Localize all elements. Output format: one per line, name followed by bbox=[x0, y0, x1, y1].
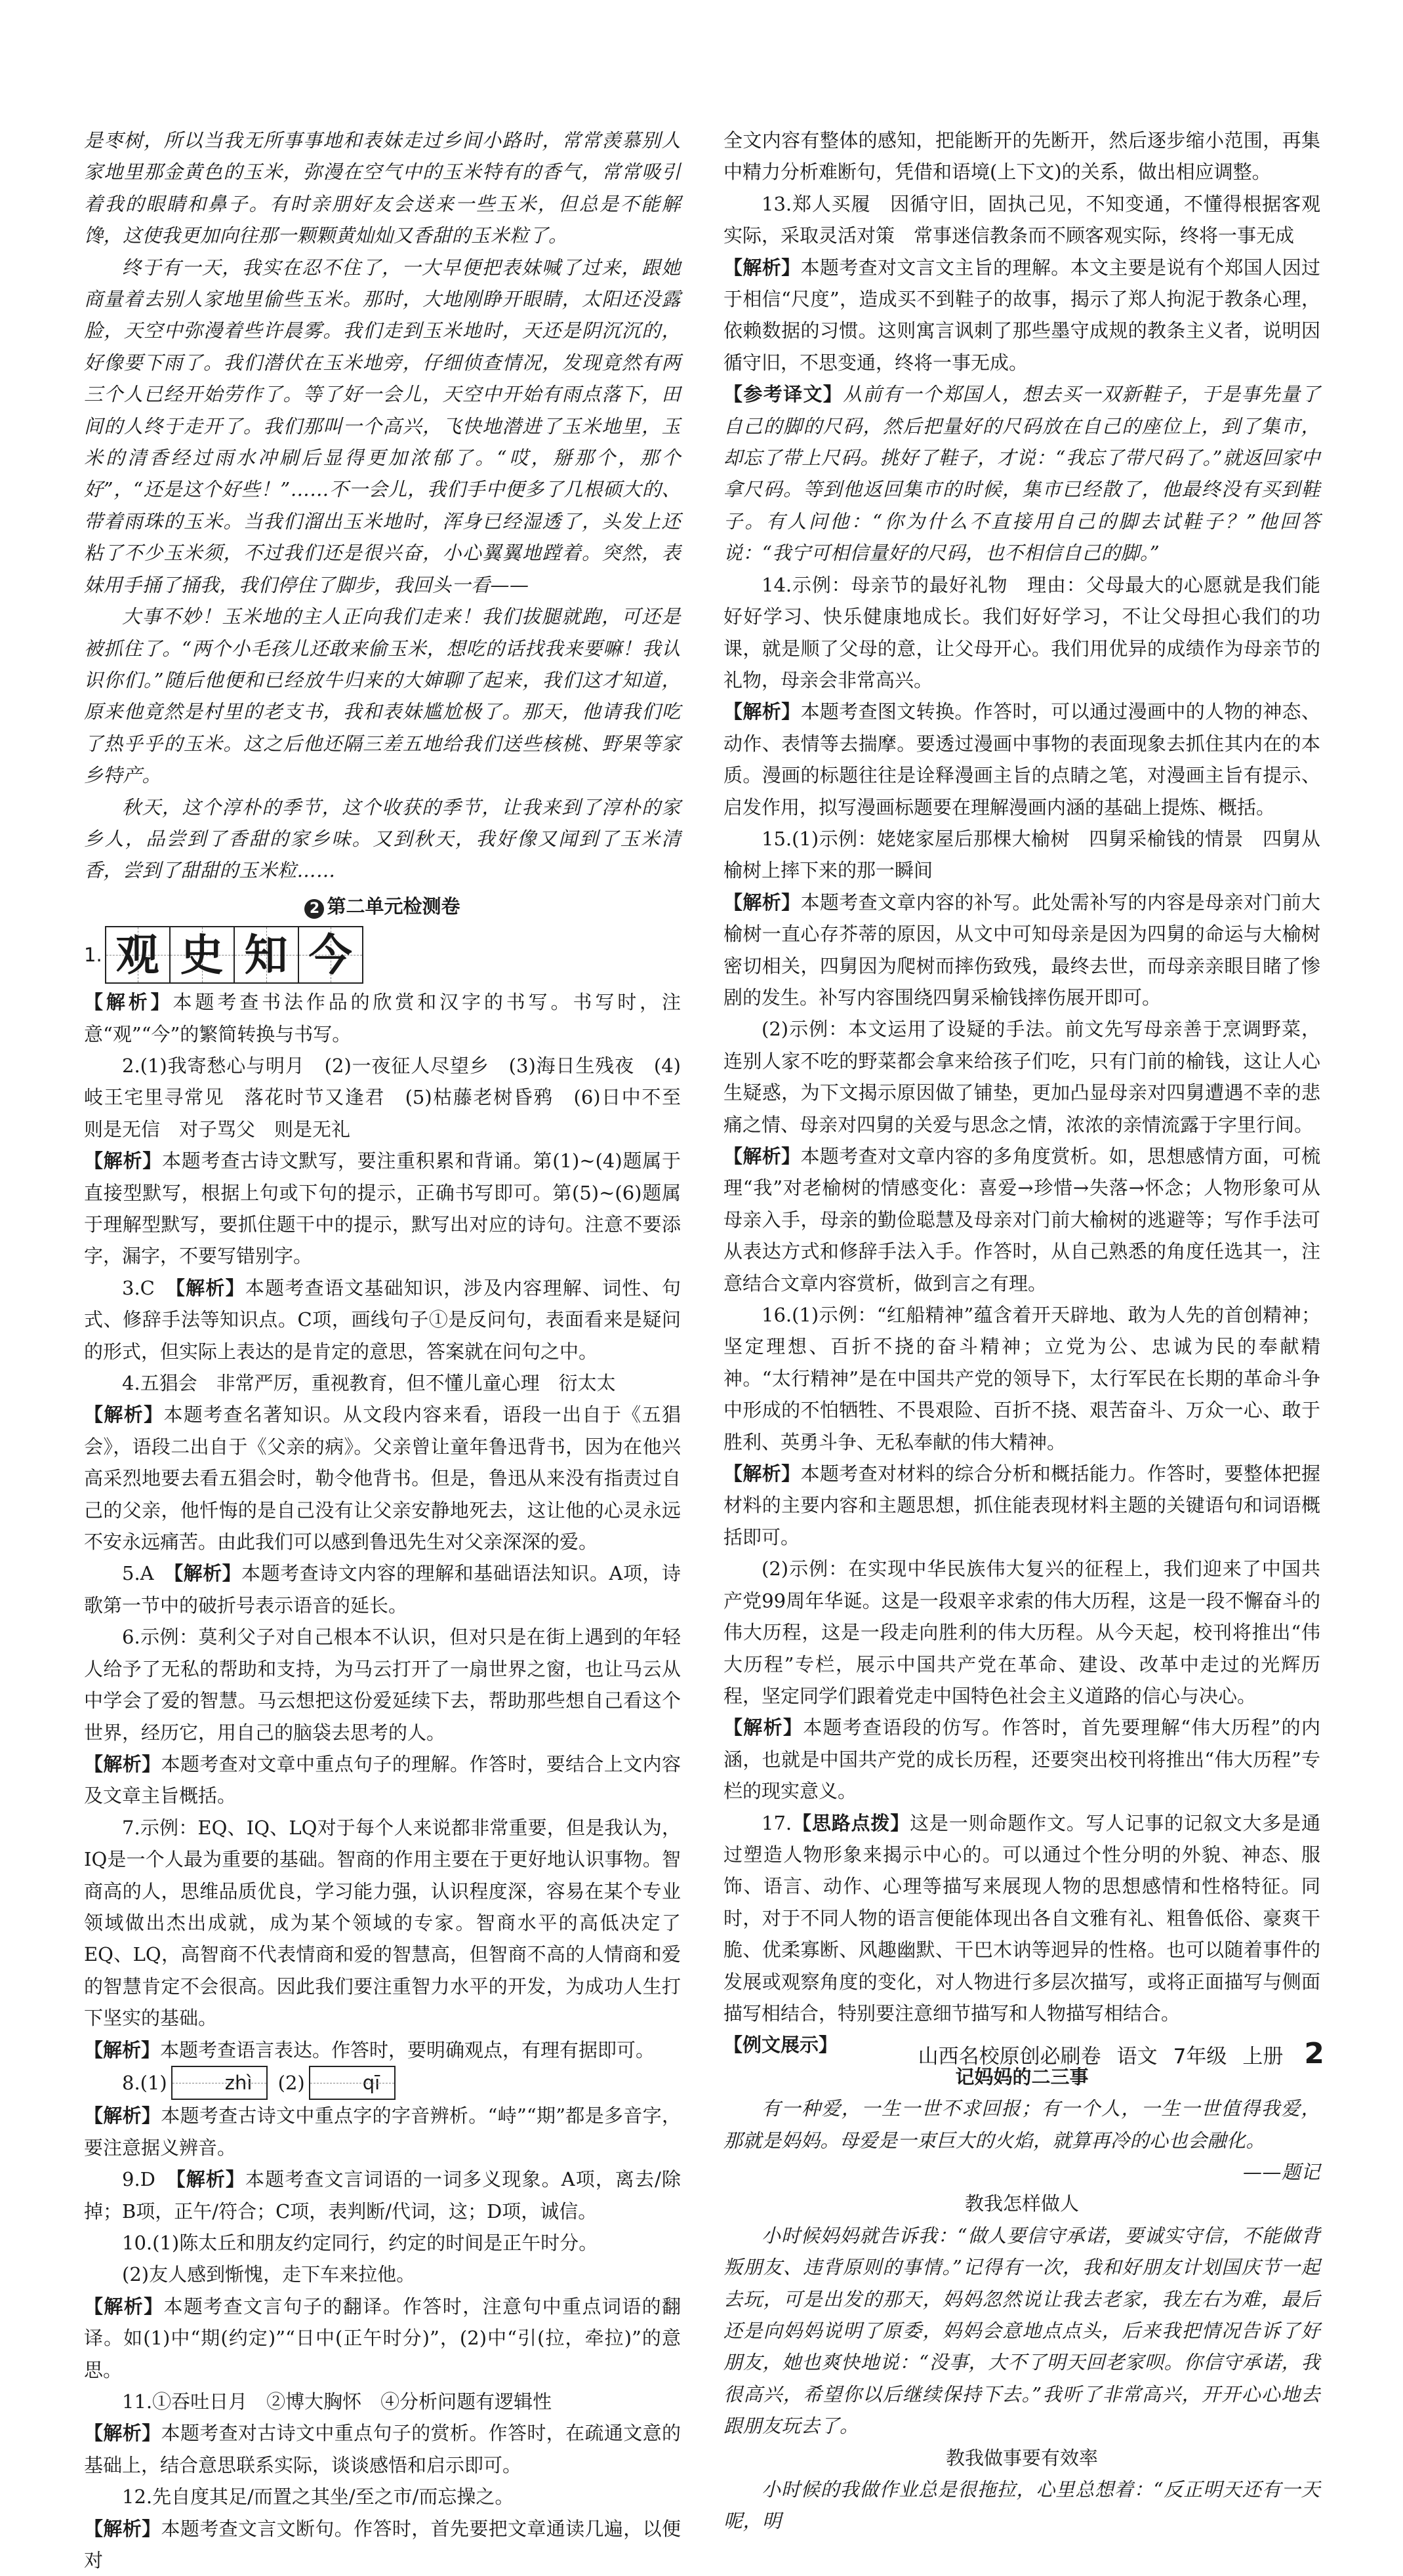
analysis-tag: 【解析】 bbox=[723, 1716, 803, 1739]
essay-subtitle: 教我做事要有效率 bbox=[945, 2446, 1098, 2469]
analysis-tag: 【解析】 bbox=[84, 1150, 163, 1173]
answer-analysis: 【解析】本题考查文言句子的翻译。作答时，注意句中重点词语的翻译。如(1)中“期(约定)”“日中(正午时分)”，(2)中“引(拉，牵拉)”的意思。 bbox=[84, 2295, 681, 2381]
page-number: 2 bbox=[1304, 2037, 1324, 2070]
essay-title: 记妈妈的二三事 bbox=[955, 2065, 1089, 2088]
question-number: 1. bbox=[84, 943, 102, 966]
answer-analysis: 【解析】本题考查对文言文主旨的理解。本文主要是说有个郑国人因过于相信“尺度”，造成买不到鞋子的故事，揭示了郑人拘泥于教条心理，依赖数据的习惯。这则寓言讽刺了那些墨守成规的教条主义者，说明因循守旧，不思变通，终将一事无成。 bbox=[723, 256, 1320, 374]
answer-text: 6.示例：莫利父子对自己根本不认识，但对只是在街上遇到的年轻人给予了无私的帮助和支持，为马云打开了一扇世界之窗，也让马云从中学会了爱的智慧。马云想把这份爱延续下去，帮助那些想自己看这个世界，经历它，用自己的脑袋去思考的人。 bbox=[84, 1626, 681, 1744]
answer-analysis: 【解析】本题考查对文章内容的多角度赏析。如，思想感情方面，可梳理“我”对老榆树的情感变化：喜爱→珍惜→失落→怀念；人物形象可从母亲入手，母亲的勤俭聪慧及母亲对门前大榆树的逃避等；写作手法可从表达方式和修辞手法入手。作答时，从自己熟悉的角度任选其一，注意结合文章内容赏析，做到言之有理。 bbox=[723, 1145, 1320, 1295]
answer-analysis: 【解析】本题考查文章内容的补写。此处需补写的内容是母亲对门前大榆树一直心存芥蒂的原因，从文中可知母亲是因为四舅的命运与大榆树密切相关，四舅因为爬树而摔伤致残，最终去世，而母亲亲眼目睹了惨剧的发生。补写内容围绕四舅采榆钱摔伤展开即可。 bbox=[723, 891, 1320, 1009]
essay-subtitle: 教我怎样做人 bbox=[964, 2192, 1079, 2215]
unit-title bbox=[84, 891, 681, 922]
answer-text: 4.五猖会 非常严厉，重视教育，但不懂儿童心理 衍太太 bbox=[122, 1372, 616, 1395]
story-paragraph: 是枣树，所以当我无所事事地和表妹走过乡间小路时，常常羡慕别人家地里那金黄色的玉米，弥漫在空气中的玉米特有的香气，常常吸引着我的眼睛和鼻子。有时亲朋好友会送来一些玉米，但总是不能解馋，这使我更加向往那一颗颗黄灿灿又香甜的玉米粒了。 bbox=[84, 129, 681, 247]
unit-number-badge: 2 bbox=[304, 899, 324, 919]
grade: 7年级 bbox=[1173, 2045, 1227, 2068]
essay-paragraph: 小时候的我做作业总是很拖拉，心里总想着：“反正明天还有一天呢，明 bbox=[723, 2478, 1320, 2533]
pinyin-box: zhì bbox=[171, 2066, 268, 2100]
answer-text: 14.示例：母亲节的最好礼物 理由：父母最大的心愿就是我们能好好学习、快乐健康地成长。我们好好学习，不让父母担心我们的功课，就是顺了父母的意，让父母开心。我们用优异的成绩作为母亲节的礼物，母亲会非常高兴。 bbox=[723, 573, 1320, 691]
analysis-tag: 【解析】 bbox=[84, 1403, 164, 1426]
story-paragraph: 终于有一天，我实在忍不住了，一大早便把表妹喊了过来，跟她商量着去别人家地里偷些玉米。那时，大地刚睁开眼睛，太阳还没露脸，天空中弥漫着些许晨雾。我们走到玉米地时，天还是阴沉沉的，好像要下雨了。我们潜伏在玉米地旁，仔细侦查情况，发现竟然有两三个人已经开始劳作了。等了好一会儿，天空中开始有雨点落下，田间的人终于走开了。我们那叫一个高兴，飞快地潜进了玉米地里，玉米的清香经过雨水冲刷后显得更加浓郁了。“哎，掰那个，那个好”，“还是这个好些！”……不一会儿，我们手中便多了几根硕大的、带着雨珠的玉米。当我们溜出玉米地时，浑身已经湿透了，头发上还粘了不少玉米须，不过我们还是很兴奋，小心翼翼地蹚着。突然，表妹用手捅了捅我，我们停住了脚步，我回头一看—— bbox=[84, 256, 681, 596]
answer-analysis: 【解析】本题考查对材料的综合分析和概括能力。作答时，要整体把握材料的主要内容和主题思想，抓住能表现材料主题的关键语句和词语概括即可。 bbox=[723, 1462, 1320, 1548]
epigraph-signature: ——题记 bbox=[1242, 2161, 1320, 2183]
analysis-tag: 【解析】 bbox=[84, 2038, 161, 2061]
analysis-tag: 【解析】 bbox=[723, 256, 801, 279]
subject: 语文 bbox=[1116, 2045, 1158, 2068]
unit-title-text: 第二单元检测卷 bbox=[327, 895, 460, 917]
story-paragraph: 秋天，这个淳朴的季节，这个收获的季节，让我来到了淳朴的家乡人，品尝到了香甜的家乡味。又到秋天，我好像又闻到了玉米清香，尝到了甜甜的玉米粒…… bbox=[84, 795, 681, 882]
answer-analysis: 【解析】本题考查对古诗文中重点句子的赏析。作答时，在疏通文意的基础上，结合意思联系实际，谈谈感悟和启示即可。 bbox=[84, 2422, 681, 2476]
answer-analysis: 【解析】本题考查古诗文默写，要注重积累和背诵。第(1)~(4)题属于直接型默写，根据上句或下句的提示，正确书写即可。第(5)~(6)题属于理解型默写，要抓住题干中的提示，默写出对应的诗句。注意不要添字，漏字，不要写错别字。 bbox=[84, 1150, 681, 1268]
page-footer bbox=[918, 2037, 1324, 2070]
series-name: 山西名校原创必刷卷 bbox=[918, 2045, 1101, 2068]
answer-analysis: 【解析】本题考查文言文断句。作答时，首先要把文章通读几遍，以便对 bbox=[84, 2517, 681, 2572]
answer-text: 2.(1)我寄愁心与明月 (2)一夜征人尽望乡 (3)海日生残夜 (4)岐王宅里寻常见 落花时节又逢君 (5)枯藤老树昏鸦 (6)日中不至 则是无信 对子骂父 则是无礼 bbox=[84, 1054, 701, 1140]
calligraphy-answer bbox=[84, 926, 681, 984]
answer-analysis: 【解析】本题考查语言表达。作答时，要明确观点，有理有据即可。 bbox=[84, 2038, 655, 2061]
analysis-tag: 【解析】 bbox=[723, 1462, 801, 1485]
analysis-tag: 【解析】 bbox=[84, 2422, 161, 2445]
essay-epigraph: 有一种爱，一生一世不求回报；有一个人，一生一世值得我爱，那就是妈妈。母爱是一束巨大的火焰，就算再冷的心也会融化。 bbox=[723, 2097, 1320, 2152]
analysis-tag: 【解析】 bbox=[723, 1145, 801, 1167]
answer-analysis: 【解析】本题考查语段的仿写。作答时，首先要理解“伟大历程”的内涵，也就是中国共产党的成长历程，还要突出校刊将推出“伟大历程”专栏的现实意义。 bbox=[723, 1716, 1320, 1803]
left-column bbox=[84, 125, 701, 2572]
analysis-tag: 【解析】 bbox=[173, 1562, 242, 1585]
calligraphy-cell: 观 bbox=[106, 927, 171, 982]
answer-text: 12.先自度其足/而置之其坐/至之市/而忘操之。 bbox=[122, 2485, 514, 2508]
answer-text: 10.(1)陈太丘和朋友约定同行，约定的时间是正午时分。 bbox=[122, 2232, 598, 2254]
analysis-tag: 【解析】 bbox=[84, 1752, 161, 1775]
answer-text: 8.(1) zhì (2) qī bbox=[84, 2066, 681, 2100]
analysis-tag: 【解析】 bbox=[176, 2168, 246, 2191]
calligraphy-cell: 知 bbox=[235, 927, 299, 982]
analysis-tag: 【解析】 bbox=[175, 1276, 245, 1299]
example-essay-tag: 【例文展示】 bbox=[723, 2034, 838, 2057]
answer-analysis: 【解析】本题考查对文章中重点句子的理解。作答时，要结合上文内容及文章主旨概括。 bbox=[84, 1752, 681, 1807]
calligraphy-grid bbox=[105, 926, 363, 984]
analysis-tag: 【解析】 bbox=[84, 2517, 161, 2540]
answer-text: 3.C 【解析】本题考查语文基础知识，涉及内容理解、词性、句式、修辞手法等知识点。C项，画线句子①是反问句，表面看来是疑问的形式，但实际上表达的是肯定的意思，答案就在问句之中。 bbox=[84, 1276, 681, 1363]
answer-analysis: 【解析】本题考查图文转换。作答时，可以通过漫画中的人物的神态、动作、表情等去揣摩。要透过漫画中事物的表面现象去抓住其内在的本质。漫画的标题往往是诠释漫画主旨的点睛之笔，对漫画主旨有提示、启发作用，拟写漫画标题要在理解漫画内涵的基础上提炼、概括。 bbox=[723, 700, 1320, 818]
calligraphy-cell: 史 bbox=[171, 927, 235, 982]
analysis-tag: 【解析】 bbox=[723, 700, 801, 723]
answer-text: (2)示例：在实现中华民族伟大复兴的征程上，我们迎来了中国共产党99周年华诞。这是一段艰辛求索的伟大历程，这是一段不懈奋斗的伟大历程，这是一段走向胜利的伟大历程。从今天起，校刊将推出“伟大历程”专栏，展示中国共产党在革命、建设、改革中走过的光辉历程，坚定同学们跟着党走中国特色社会主义道路的信心与决心。 bbox=[723, 1558, 1320, 1707]
answer-analysis: 【解析】本题考查名著知识。从文段内容来看，语段一出自于《五猖会》，语段二出自于《父亲的病》。父亲曾让童年鲁迅背书，因为在他兴高采烈地要去看五猖会时，勒令他背书。但是，鲁迅从来没有指责过自己的父亲，他忏悔的是自己没有让父亲安静地死去，这让他的心灵永远不安永远痛苦。由此我们可以感到鲁迅先生对父亲深深的爱。 bbox=[84, 1403, 681, 1554]
pinyin-box: qī bbox=[309, 2066, 396, 2100]
answer-text: (2)示例：本文运用了设疑的手法。前文先写母亲善于烹调野菜，连别人家不吃的野菜都会拿来给孩子们吃，只有门前的榆钱，这让人心生疑惑，为下文揭示原因做了铺垫，更加凸显母亲对四舅遭遇不幸的悲痛之情、母亲对四舅的关爱与思念之情，浓浓的亲情流露于字里行间。 bbox=[723, 1018, 1320, 1136]
story-paragraph: 大事不妙！玉米地的主人正向我们走来！我们拔腿就跑，可还是被抓住了。“两个小毛孩儿还敢来偷玉米，想吃的话找我来要嘛！我认识你们。”随后他便和已经放牛归来的大婶聊了起来，我们这才知道，原来他竟然是村里的老支书，我和表妹尴尬极了。那天，他请我们吃了热乎乎的玉米。这之后他还隔三差五地给我们送些核桃、野果等家乡特产。 bbox=[84, 605, 681, 787]
tips-tag: 【思路点拨】 bbox=[792, 1811, 910, 1834]
answer-analysis: 【解析】本题考查书法作品的欣赏和汉字的书写。书写时，注意“观”“今”的繁简转换与书写。 bbox=[84, 991, 681, 1045]
answer-text: 17.【思路点拨】这是一则命题作文。写人记事的记叙文大多是通过塑造人物形象来揭示中心的。可以通过个性分明的外貌、神态、服饰、语言、动作、心理等描写来展现人物的思想感情和性格特征。同时，对于不同人物的语言便能体现出各自文雅有礼、粗鲁低俗、豪爽干脆、优柔寡断、风趣幽默、干巴木讷等迥异的性格。也可以随着事件的发展或观察角度的变化，对人物进行多层次描写，或将正面描写与侧面描写相结合，特别要注意细节描写和人物描写相结合。 bbox=[723, 1811, 1320, 2024]
essay-paragraph: 小时候妈妈就告诉我：“做人要信守承诺，要诚实守信，不能做背叛朋友、违背原则的事情。”记得有一次，我和好朋友计划国庆节一起去玩，可是出发的那天，妈妈忽然说让我去老家，我左右为难，最后还是向妈妈说明了原委，妈妈会意地点点头，后来我把情况告诉了好朋友，她也爽快地说：“没事，大不了明天回老家呗。你信守承诺，我很高兴，希望你以后继续保持下去。”我听了非常高兴，开开心心地去跟朋友玩去了。 bbox=[723, 2224, 1320, 2438]
analysis-tag: 【解析】 bbox=[84, 2295, 164, 2318]
answer-text: (2)友人感到惭愧，走下车来拉他。 bbox=[122, 2263, 416, 2286]
calligraphy-cell: 今 bbox=[299, 927, 362, 982]
answer-analysis: 【解析】本题考查古诗文中重点字的字音辨析。“峙”“期”都是多音字，要注意据义辨音。 bbox=[84, 2104, 681, 2159]
answer-text: 16.(1)示例：“红船精神”蕴含着开天辟地、敢为人先的首创精神；坚定理想、百折不挠的奋斗精神；立党为公、忠诚为民的奉献精神。“太行精神”是在中国共产党的领导下，太行军民在长期的革命斗争中形成的不怕牺牲、不畏艰险、百折不挠、艰苦奋斗、万众一心、敢于胜利、英勇斗争、无私奉献的伟大精神。 bbox=[723, 1304, 1320, 1453]
answer-continued: 全文内容有整体的感知，把能断开的先断开，然后逐步缩小范围，再集中精力分析难断句，凭借和语境(上下文)的关系，做出相应调整。 bbox=[723, 129, 1320, 184]
answer-text: 11.①吞吐日月 ②博大胸怀 ④分析问题有逻辑性 bbox=[122, 2390, 552, 2413]
analysis-tag: 【解析】 bbox=[84, 991, 173, 1014]
analysis-tag: 【解析】 bbox=[84, 2104, 161, 2127]
answer-text: 5.A 【解析】本题考查诗文内容的理解和基础语法知识。A项，诗歌第一节中的破折号表示语音的延长。 bbox=[84, 1562, 681, 1617]
answer-text: 15.(1)示例：姥姥家屋后那棵大榆树 四舅采榆钱的情景 四舅从榆树上摔下来的那一瞬间 bbox=[723, 827, 1320, 882]
reference-translation: 【参考译文】从前有一个郑国人，想去买一双新鞋子，于是事先量了自己的脚的尺码，然后把量好的尺码放在自己的座位上，到了集市，却忘了带上尺码。挑好了鞋子，才说：“我忘了带尺码了。”就返回家中拿尺码。等到他返回集市的时候，集市已经散了，他最终没有买到鞋子。有人问他：“你为什么不直接用自己的脚去试鞋子？”他回答说：“我宁可相信量好的尺码，也不相信自己的脚。” bbox=[723, 383, 1320, 565]
volume: 上册 bbox=[1242, 2045, 1284, 2068]
translation-tag: 【参考译文】 bbox=[723, 383, 844, 406]
analysis-tag: 【解析】 bbox=[723, 891, 801, 914]
answer-text: 9.D 【解析】本题考查文言词语的一词多义现象。A项，离去/除掉；B项，正午/符合；C项，表判断/代词，这；D项，诚信。 bbox=[84, 2168, 681, 2223]
answer-text: 7.示例：EQ、IQ、LQ对于每个人来说都非常重要，但是我认为，IQ是一个人最为重要的基础。智商的作用主要在于更好地认识事物。智商高的人，思维品质优良，学习能力强，认识程度深，容易在某个专业领域做出杰出成就，成为某个领域的专家。智商水平的高低决定了EQ、LQ，高智商不代表情商和爱的智慧高，但智商不高的人情商和爱的智慧肯定不会很高。因此我们要注重智力水平的开发，为成功人生打下坚实的基础。 bbox=[84, 1816, 681, 2030]
answer-text: 13.郑人买履 因循守旧，固执己见，不知变通，不懂得根据客观实际，采取灵活对策 常事迷信教条而不顾客观实际，终将一事无成 bbox=[723, 192, 1320, 247]
